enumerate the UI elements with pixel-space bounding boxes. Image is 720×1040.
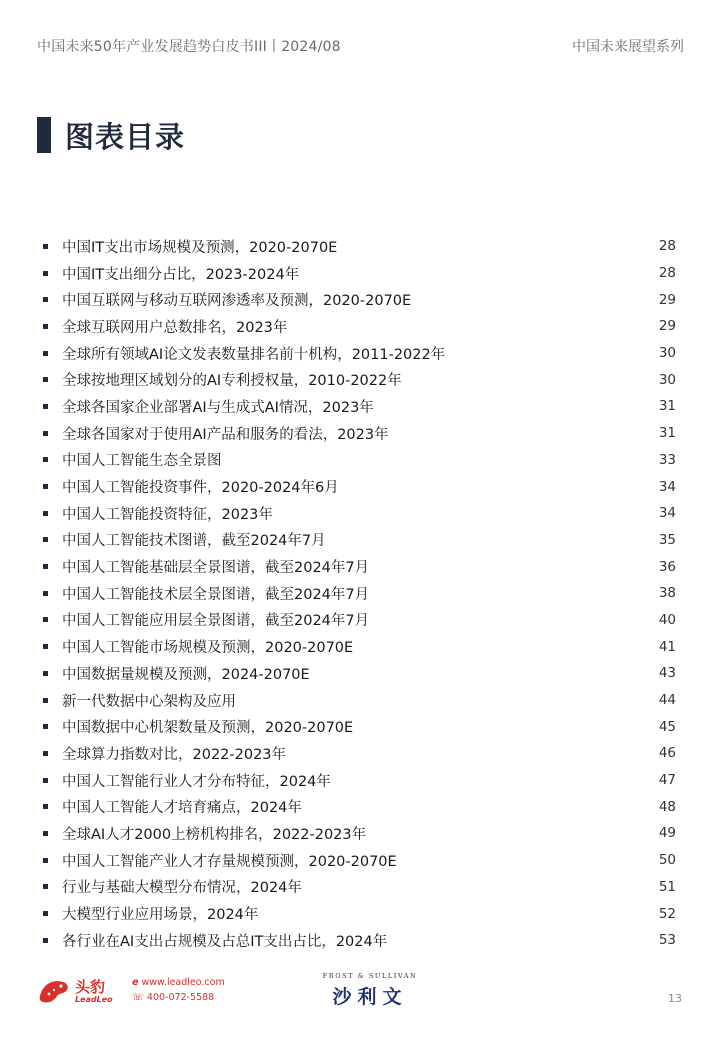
toc-item-label: 新一代数据中心架构及应用 [62, 693, 236, 710]
toc-item[interactable] [43, 580, 676, 607]
series-title: 中国未来展望系列 [572, 39, 684, 55]
bullet-icon [43, 591, 48, 596]
toc-item[interactable] [43, 260, 676, 287]
toc-item-page: 36 [658, 558, 676, 575]
toc-item-label: 中国人工智能应用层全景图谱，截至2024年7月 [62, 613, 370, 630]
page-heading [37, 116, 185, 154]
toc-item-label: 中国IT支出细分占比，2023-2024年 [62, 266, 300, 283]
bullet-icon [43, 511, 48, 516]
toc-item-label: 全球算力指数对比，2022-2023年 [62, 746, 287, 763]
toc-item-label: 大模型行业应用场景，2024年 [62, 907, 259, 924]
report-title: 中国未来50年产业发展趋势白皮书III丨2024/08 [37, 39, 341, 55]
toc-item-label: 全球AI人才2000上榜机构排名，2022-2023年 [62, 826, 367, 843]
toc-item-page: 34 [658, 505, 676, 522]
toc-item-page: 50 [658, 852, 676, 869]
toc-item-page: 35 [658, 531, 676, 548]
bullet-icon [43, 778, 48, 783]
bullet-icon [43, 404, 48, 409]
toc-item-page: 41 [658, 638, 676, 655]
leopard-icon [37, 974, 71, 1008]
toc-item[interactable] [43, 767, 676, 794]
toc-item-label: 中国人工智能技术层全景图谱，截至2024年7月 [62, 586, 370, 603]
toc-item[interactable] [43, 713, 676, 740]
toc-item-page: 34 [658, 478, 676, 495]
toc-item[interactable] [43, 420, 676, 447]
toc-item-label: 全球各国家企业部署AI与生成式AI情况，2023年 [62, 399, 374, 416]
bullet-icon [43, 537, 48, 542]
toc-item-page: 31 [658, 425, 676, 442]
toc-item[interactable] [43, 233, 676, 260]
bullet-icon [43, 671, 48, 676]
bullet-icon [43, 724, 48, 729]
web-icon: e [132, 977, 139, 988]
website-link[interactable] [132, 977, 225, 988]
toc-item[interactable] [43, 313, 676, 340]
toc-item[interactable] [43, 393, 676, 420]
toc-item-page: 38 [658, 585, 676, 602]
leadleo-en-name: LeadLeo [75, 995, 113, 1004]
toc-item-page: 40 [658, 611, 676, 628]
toc-item-label: 各行业在AI支出占规模及占总IT支出占比，2024年 [62, 933, 388, 950]
toc-item-label: 全球所有领域AI论文发表数量排名前十机构，2011-2022年 [62, 346, 446, 363]
toc-list [43, 233, 676, 954]
toc-item-page: 33 [658, 451, 676, 468]
toc-item[interactable] [43, 900, 676, 927]
bullet-icon [43, 457, 48, 462]
leadleo-logo [37, 974, 227, 1008]
page-number: 13 [668, 992, 682, 1005]
toc-item[interactable] [43, 500, 676, 527]
bullet-icon [43, 617, 48, 622]
toc-item-label: 中国人工智能技术图谱，截至2024年7月 [62, 533, 326, 550]
bullet-icon [43, 297, 48, 302]
toc-item[interactable] [43, 607, 676, 634]
bullet-icon [43, 564, 48, 569]
bullet-icon [43, 938, 48, 943]
toc-item-label: 中国人工智能生态全景图 [62, 453, 222, 470]
bullet-icon [43, 751, 48, 756]
frost-sullivan-logo [310, 972, 430, 1008]
toc-item-label: 全球按地理区域划分的AI专利授权量，2010-2022年 [62, 373, 402, 390]
toc-item-page: 45 [658, 718, 676, 735]
toc-item-label: 中国人工智能投资事件，2020-2024年6月 [62, 480, 339, 497]
toc-item[interactable] [43, 447, 676, 474]
toc-item-page: 52 [658, 905, 676, 922]
bullet-icon [43, 244, 48, 249]
toc-item-label: 中国数据中心机架数量及预测，2020-2070E [62, 720, 354, 737]
bullet-icon [43, 698, 48, 703]
toc-item-label: 全球各国家对于使用AI产品和服务的看法，2023年 [62, 426, 389, 443]
toc-item[interactable] [43, 660, 676, 687]
toc-item[interactable] [43, 633, 676, 660]
toc-item[interactable] [43, 527, 676, 554]
toc-item[interactable] [43, 847, 676, 874]
bullet-icon [43, 484, 48, 489]
toc-item-label: 行业与基础大模型分布情况，2024年 [62, 880, 302, 897]
leadleo-cn-name: 头豹 [75, 978, 106, 996]
phone-text: 400-072-5588 [146, 992, 215, 1003]
toc-item-page: 49 [658, 825, 676, 842]
toc-item-label: 中国互联网与移动互联网渗透率及预测，2020-2070E [62, 293, 412, 310]
toc-item-label: 中国数据量规模及预测，2024-2070E [62, 666, 310, 683]
toc-item-page: 46 [658, 745, 676, 762]
bullet-icon [43, 431, 48, 436]
toc-item[interactable] [43, 874, 676, 901]
toc-item[interactable] [43, 340, 676, 367]
toc-item-page: 51 [658, 878, 676, 895]
toc-item[interactable] [43, 553, 676, 580]
bullet-icon [43, 804, 48, 809]
toc-item-label: 中国人工智能行业人才分布特征，2024年 [62, 773, 331, 790]
toc-item[interactable] [43, 687, 676, 714]
toc-item-page: 31 [658, 398, 676, 415]
toc-item-page: 48 [658, 798, 676, 815]
toc-item-label: 中国IT支出市场规模及预测，2020-2070E [62, 239, 338, 256]
toc-item[interactable] [43, 473, 676, 500]
toc-item-page: 30 [658, 345, 676, 362]
toc-item-page: 30 [658, 371, 676, 388]
toc-item[interactable] [43, 793, 676, 820]
bullet-icon [43, 271, 48, 276]
bullet-icon [43, 351, 48, 356]
toc-item-page: 47 [658, 772, 676, 789]
toc-item-page: 28 [658, 265, 676, 282]
phone-icon: ☏ [132, 992, 144, 1003]
toc-item-label: 全球互联网用户总数排名，2023年 [62, 319, 288, 336]
toc-item-page: 43 [658, 665, 676, 682]
page-title: 图表目录 [65, 119, 186, 154]
toc-item-page: 53 [658, 932, 676, 949]
bullet-icon [43, 884, 48, 889]
bullet-icon [43, 644, 48, 649]
toc-item-label: 中国人工智能产业人才存量规模预测，2020-2070E [62, 853, 397, 870]
toc-item[interactable] [43, 740, 676, 767]
toc-item-page: 29 [658, 291, 676, 308]
phone-contact [132, 992, 214, 1003]
heading-accent-bar [37, 117, 51, 153]
website-text: www.leadleo.com [141, 977, 225, 988]
bullet-icon [43, 858, 48, 863]
toc-item-label: 中国人工智能市场规模及预测，2020-2070E [62, 640, 354, 657]
frost-en-name: FROST & SULLIVAN [322, 972, 418, 980]
bullet-icon [43, 377, 48, 382]
toc-item-label: 中国人工智能人才培育痛点，2024年 [62, 800, 302, 817]
frost-cn-name: 沙利文 [332, 986, 408, 1008]
bullet-icon [43, 831, 48, 836]
toc-item[interactable] [43, 366, 676, 393]
toc-item-label: 中国人工智能基础层全景图谱，截至2024年7月 [62, 560, 370, 577]
toc-item-page: 29 [658, 318, 676, 335]
toc-item-page: 44 [658, 692, 676, 709]
bullet-icon [43, 911, 48, 916]
toc-item[interactable] [43, 286, 676, 313]
toc-item[interactable] [43, 927, 676, 954]
bullet-icon [43, 324, 48, 329]
toc-item-label: 中国人工智能投资特征，2023年 [62, 506, 273, 523]
toc-item[interactable] [43, 820, 676, 847]
toc-item-page: 28 [658, 238, 676, 255]
